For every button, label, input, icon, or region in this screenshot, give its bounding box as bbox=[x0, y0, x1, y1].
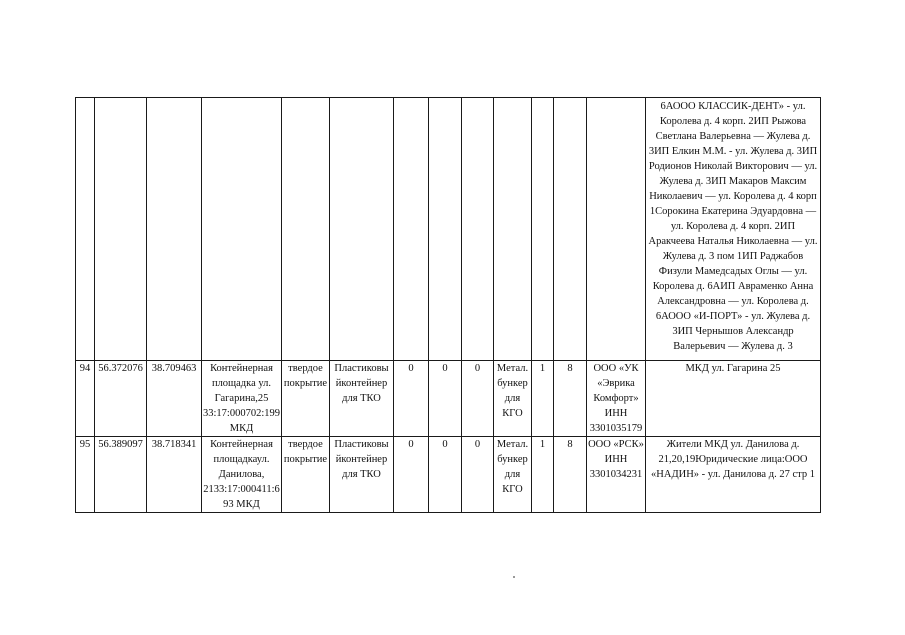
cell-count-1: 0 bbox=[394, 437, 429, 513]
cell-container: Пластиковы йконтейнер для ТКО bbox=[330, 361, 394, 437]
cell-qty-1 bbox=[532, 98, 554, 361]
cell-company: ООО «УК «Эврика Комфорт» ИНН 3301035179 bbox=[587, 361, 646, 437]
cell-served: Жители МКД ул. Данилова д. 21,20,19Юридические лица:ООО «НАДИН» - ул. Данилова д. 27 стр 1 bbox=[646, 437, 821, 513]
cell-lon: 38.709463 bbox=[147, 361, 202, 437]
cell-bunker bbox=[494, 98, 532, 361]
table-row-94 bbox=[76, 361, 821, 437]
cell-qty-1: 1 bbox=[532, 437, 554, 513]
cell-surface bbox=[282, 98, 330, 361]
cell-lon: 38.718341 bbox=[147, 437, 202, 513]
cell-served-continuation: 6АООО КЛАССИК-ДЕНТ» - ул. Королева д. 4 корп. 2ИП Рыжова Светлана Валерьевна — Жулева д. 3ИП Елкин М.М. - ул. Жулева д. 3ИП Родионов Николай Викторович — ул. Жулева д. 3ИП Макаров Максим Николаевич — ул. Королева д. 4 корп 1Сорокина Екатерина Эдуардовна — ул. Королева д. 4 корп. 2ИП Аракчеева Наталья Николаевна — ул. Жулева д. 3 пом 1ИП Раджабов Физули Мамедсадых Оглы — ул. Королева д. 6АИП Авраменко Анна Александровна — ул. Королева д. 6АООО «И-ПОРТ» - ул. Жулева д. 3ИП Чернышов Александр Валерьевич — Жулева д. 3 bbox=[646, 98, 821, 361]
cell-count-2: 0 bbox=[429, 437, 462, 513]
cell-count-1 bbox=[394, 98, 429, 361]
cell-num: 95 bbox=[76, 437, 95, 513]
cell-count-3 bbox=[462, 98, 494, 361]
cell-site: Контейнерная площадка ул. Гагарина,25 33:17:000702:199 МКД bbox=[202, 361, 282, 437]
cell-surface: твердое покрытие bbox=[282, 437, 330, 513]
cell-qty-1: 1 bbox=[532, 361, 554, 437]
cell-bunker: Метал. бункер для КГО bbox=[494, 437, 532, 513]
cell-lon bbox=[147, 98, 202, 361]
cell-bunker: Метал. бункер для КГО bbox=[494, 361, 532, 437]
cell-qty-2 bbox=[554, 98, 587, 361]
cell-num bbox=[76, 98, 95, 361]
cell-lat bbox=[95, 98, 147, 361]
cell-qty-2: 8 bbox=[554, 361, 587, 437]
cell-count-2: 0 bbox=[429, 361, 462, 437]
table-row-95 bbox=[76, 437, 821, 513]
cell-company: ООО «РСК» ИНН 3301034231 bbox=[587, 437, 646, 513]
registry-table bbox=[75, 97, 821, 513]
scan-speck bbox=[513, 576, 515, 578]
cell-num: 94 bbox=[76, 361, 95, 437]
cell-surface: твердое покрытие bbox=[282, 361, 330, 437]
cell-count-3: 0 bbox=[462, 361, 494, 437]
cell-served: МКД ул. Гагарина 25 bbox=[646, 361, 821, 437]
cell-company bbox=[587, 98, 646, 361]
cell-site bbox=[202, 98, 282, 361]
cell-site: Контейнерная площадкаул. Данилова, 2133:17:000411:6 93 МКД bbox=[202, 437, 282, 513]
cell-container: Пластиковы йконтейнер для ТКО bbox=[330, 437, 394, 513]
cell-qty-2: 8 bbox=[554, 437, 587, 513]
cell-count-1: 0 bbox=[394, 361, 429, 437]
table-row-continuation bbox=[76, 98, 821, 361]
cell-count-2 bbox=[429, 98, 462, 361]
cell-container bbox=[330, 98, 394, 361]
cell-count-3: 0 bbox=[462, 437, 494, 513]
cell-lat: 56.372076 bbox=[95, 361, 147, 437]
cell-lat: 56.389097 bbox=[95, 437, 147, 513]
